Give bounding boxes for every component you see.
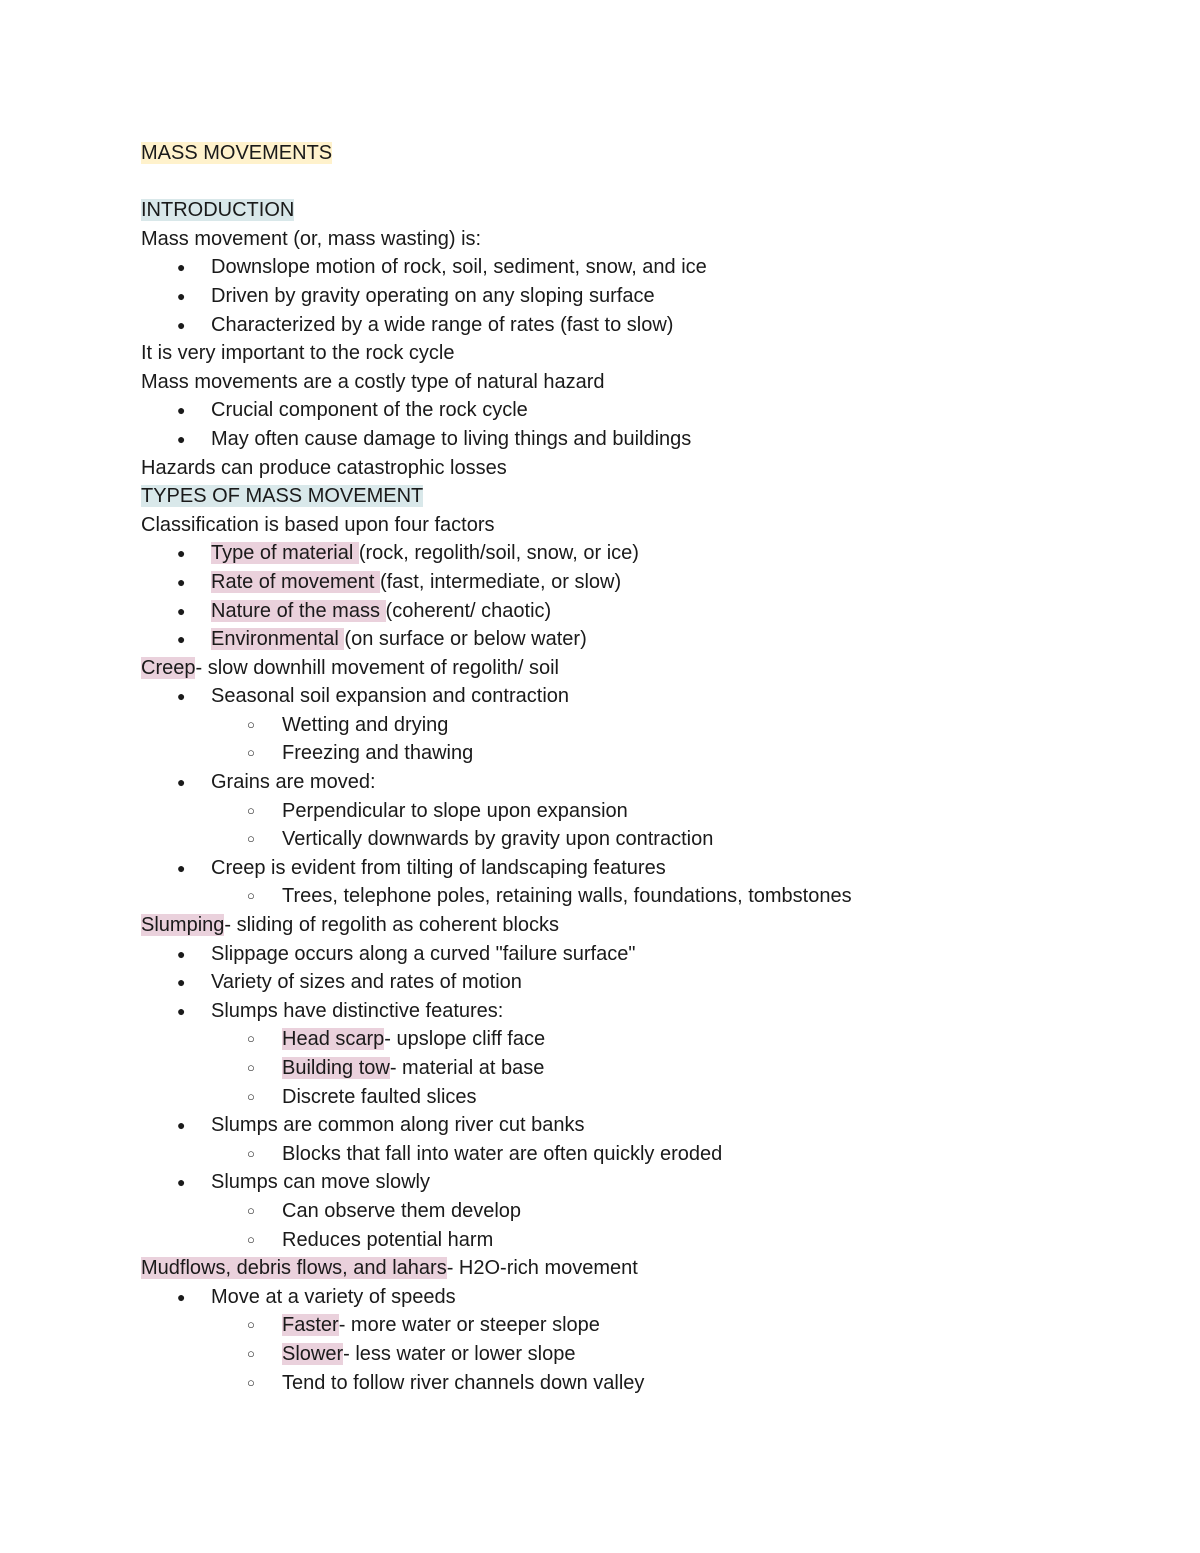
circle-bullet-icon: ○ [247,831,255,847]
title-line [141,139,1141,168]
list-item: ● Slumps have distinctive features: [141,997,1141,1026]
mudflows-definition: Mudflows, debris flows, and lahars- H2O-rich movement [141,1257,638,1280]
bullet-icon: ● [177,974,186,991]
highlighted-term: Type of material [211,542,359,565]
highlighted-term: Mudflows, debris flows, and lahars [141,1257,447,1280]
list-item: ● Variety of sizes and rates of motion [141,968,1141,997]
creep-definition: Creep- slow downhill movement of regolith/ soil [141,656,559,679]
paragraph: It is very important to the rock cycle [141,342,455,365]
paragraph: Classification is based upon four factors [141,513,495,536]
bullet-icon: ● [177,602,186,619]
circle-bullet-icon: ○ [247,802,255,818]
bullet-icon: ● [177,573,186,590]
bullet-icon: ● [177,859,186,876]
bullet-icon: ● [177,287,186,304]
highlighted-term: Rate of movement [211,570,380,593]
paragraph: Hazards can produce catastrophic losses [141,456,507,479]
highlighted-term: Nature of the mass [211,599,386,622]
list-item: ● Characterized by a wide range of rates (fast to slow) [141,311,1141,340]
slumping-definition: Slumping- sliding of regolith as coherent blocks [141,914,560,937]
bullet-icon: ● [177,774,186,791]
circle-bullet-icon: ○ [247,1345,255,1361]
sub-list-item: ○ Freezing and thawing [141,739,1141,768]
sub-list-item: ○ Blocks that fall into water are often quickly eroded [141,1140,1141,1169]
paragraph: Mass movement (or, mass wasting) is: [141,227,482,250]
bullet-icon: ● [177,259,186,276]
sub-list-item: ○ Trees, telephone poles, retaining walls, foundations, tombstones [141,882,1141,911]
list-item: ● Move at a variety of speeds [141,1283,1141,1312]
section-heading: TYPES OF MASS MOVEMENT [141,485,424,508]
list-item: ● Slumps can move slowly [141,1168,1141,1197]
section-heading: INTRODUCTION [141,199,295,222]
circle-bullet-icon: ○ [247,1202,255,1218]
list-item: ● Seasonal soil expansion and contraction [141,682,1141,711]
sub-list-item: ○ Wetting and drying [141,711,1141,740]
list-item: ● May often cause damage to living things and buildings [141,425,1141,454]
highlighted-term: Creep [141,656,196,679]
list-item: ● Creep is evident from tilting of landscaping features [141,854,1141,883]
sub-list-item: ○ Tend to follow river channels down valley [141,1369,1141,1398]
list-item: ● Type of material (rock, regolith/soil, snow, or ice) [141,539,1141,568]
types-heading-line [141,482,1141,511]
bullet-icon: ● [177,631,186,648]
list-item: ● Slumps are common along river cut banks [141,1111,1141,1140]
highlighted-term: Slumping [141,914,225,937]
sub-list-item: ○ Head scarp- upslope cliff face [141,1025,1141,1054]
list-item: ● Driven by gravity operating on any sloping surface [141,282,1141,311]
list-item: ● Nature of the mass (coherent/ chaotic) [141,597,1141,626]
sub-list-item: ○ Faster- more water or steeper slope [141,1311,1141,1340]
sub-list-item: ○ Vertically downwards by gravity upon contraction [141,825,1141,854]
list-item: ● Slippage occurs along a curved "failure surface" [141,940,1141,969]
bullet-icon: ● [177,1002,186,1019]
sub-list-item: ○ Reduces potential harm [141,1226,1141,1255]
bullet-icon: ● [177,402,186,419]
circle-bullet-icon: ○ [247,745,255,761]
list-item: ● Grains are moved: [141,768,1141,797]
bullet-icon: ● [177,430,186,447]
list-item: ● Environmental (on surface or below water) [141,625,1141,654]
blank-line [141,168,1141,197]
circle-bullet-icon: ○ [247,1145,255,1161]
highlighted-term: Environmental [211,628,345,651]
bullet-icon: ● [177,1288,186,1305]
sub-list-item: ○ Can observe them develop [141,1197,1141,1226]
highlighted-term: Faster [282,1314,339,1337]
circle-bullet-icon: ○ [247,1060,255,1075]
list-item: ● Crucial component of the rock cycle [141,396,1141,425]
highlighted-term: Slower [282,1342,344,1365]
document [141,139,1141,1397]
circle-bullet-icon: ○ [247,716,255,732]
highlighted-term: Head scarp [282,1028,385,1051]
list-item: ● Rate of movement (fast, intermediate, or slow) [141,568,1141,597]
intro-heading-line [141,196,1141,225]
bullet-icon: ● [177,945,186,962]
highlighted-term: Building tow [282,1057,390,1079]
paragraph: Mass movements are a costly type of natural hazard [141,370,605,393]
circle-bullet-icon: ○ [247,1088,255,1104]
document-title: MASS MOVEMENTS [141,142,333,164]
circle-bullet-icon: ○ [247,1317,255,1333]
sub-list-item: ○ Perpendicular to slope upon expansion [141,797,1141,826]
sub-list-item: ○ Discrete faulted slices [141,1083,1141,1112]
circle-bullet-icon: ○ [247,1031,255,1047]
bullet-icon: ● [177,1174,186,1191]
circle-bullet-icon: ○ [247,888,255,904]
sub-list-item: ○ Slower- less water or lower slope [141,1340,1141,1369]
bullet-icon: ● [177,316,186,333]
list-item: ● Downslope motion of rock, soil, sediment, snow, and ice [141,253,1141,282]
bullet-icon: ● [177,688,186,705]
circle-bullet-icon: ○ [247,1231,255,1247]
circle-bullet-icon: ○ [247,1374,255,1390]
bullet-icon: ● [177,545,186,562]
bullet-icon: ● [177,1117,186,1134]
sub-list-item: ○ Building tow- material at base [141,1054,1141,1083]
